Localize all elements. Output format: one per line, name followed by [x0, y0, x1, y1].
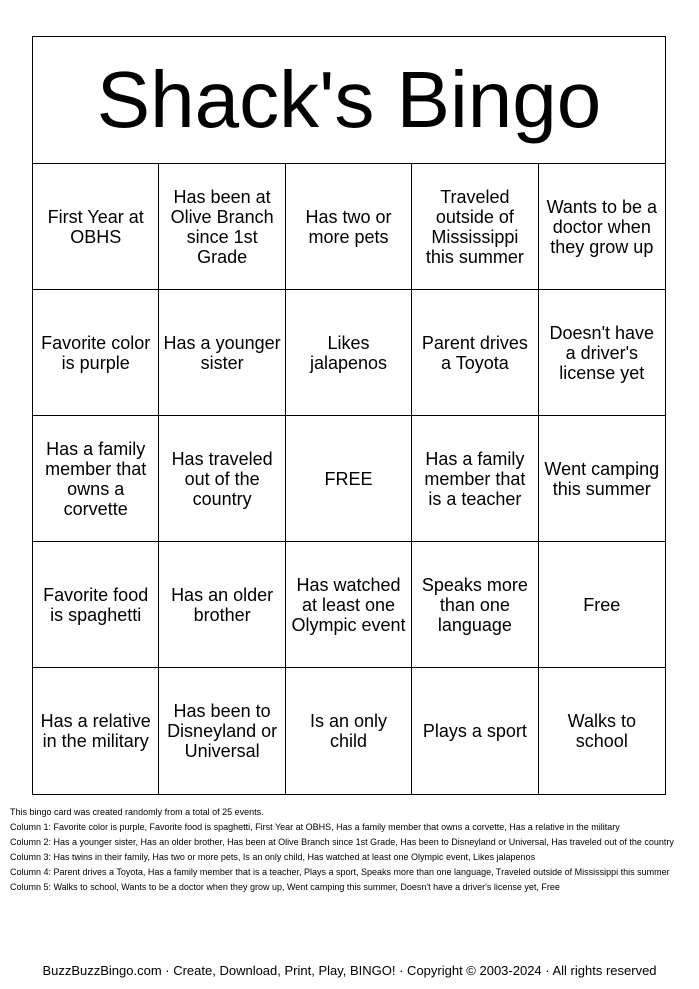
- bingo-cell: First Year at OBHS: [33, 164, 159, 290]
- footer-copyright: BuzzBuzzBingo.com · Create, Download, Print, Play, BINGO! · Copyright © 2003-2024 · All rights reserved: [42, 963, 657, 978]
- bingo-cell: Has an older brother: [159, 542, 285, 668]
- bingo-cell: Has been at Olive Branch since 1st Grade: [159, 164, 285, 290]
- bingo-cell: Has a younger sister: [159, 290, 285, 416]
- bingo-cell: Doesn't have a driver's license yet: [539, 290, 665, 416]
- info-column-5: Column 5: Walks to school, Wants to be a doctor when they grow up, Went camping this summer, Doesn't have a driver's license yet, Free: [10, 882, 560, 892]
- bingo-cell: Favorite color is purple: [33, 290, 159, 416]
- bingo-cell: Walks to school: [567, 711, 636, 751]
- card-info: [10, 806, 690, 896]
- bingo-cell: Has a family member that is a teacher: [412, 416, 538, 542]
- bingo-cell: Wants to be a doctor when they grow up: [539, 164, 665, 290]
- info-summary: This bingo card was created randomly from a total of 25 events.: [10, 807, 264, 817]
- bingo-cell: Is an only child: [286, 668, 412, 794]
- info-column-3: Column 3: Has twins in their family, Has two or more pets, Is an only child, Has watched at least one Olympic event, Likes jalapenos: [10, 852, 536, 862]
- info-column-1: Column 1: Favorite color is purple, Favorite food is spaghetti, First Year at OBHS, Has a family member that owns a corvette, Has a relative in the military: [10, 822, 620, 832]
- bingo-free-cell: FREE: [286, 416, 412, 542]
- bingo-cell: Speaks more than one language: [412, 542, 538, 668]
- bingo-cell: Likes jalapenos: [286, 290, 412, 416]
- info-column-2: Column 2: Has a younger sister, Has an older brother, Has been at Olive Branch since 1st Grade, Has been to Disneyland or Universal, Has traveled out of the country: [10, 837, 674, 847]
- bingo-cell: Plays a sport: [412, 668, 538, 794]
- bingo-cell: Has traveled out of the country: [159, 416, 285, 542]
- bingo-cell: Favorite food is spaghetti: [33, 542, 159, 668]
- info-column-4: Column 4: Parent drives a Toyota, Has a family member that is a teacher, Plays a sport, Speaks more than one language, Traveled outside of Mississippi this summer: [10, 867, 670, 877]
- bingo-cell: Traveled outside of Mississippi this summer: [412, 164, 538, 290]
- bingo-cell: Has watched at least one Olympic event: [286, 542, 412, 668]
- bingo-cell: Parent drives a Toyota: [412, 290, 538, 416]
- card-title: Shack's Bingo: [33, 37, 665, 164]
- bingo-card: [32, 36, 666, 795]
- bingo-cell: Has been to Disneyland or Universal: [159, 668, 285, 794]
- bingo-cell: Free: [539, 542, 665, 668]
- bingo-cell: Went camping this summer: [539, 416, 665, 542]
- bingo-cell: Has a relative in the military: [33, 668, 159, 794]
- bingo-grid: [33, 164, 665, 794]
- bingo-cell: Has two or more pets: [286, 164, 412, 290]
- bingo-cell: Has a family member that owns a corvette: [33, 416, 159, 542]
